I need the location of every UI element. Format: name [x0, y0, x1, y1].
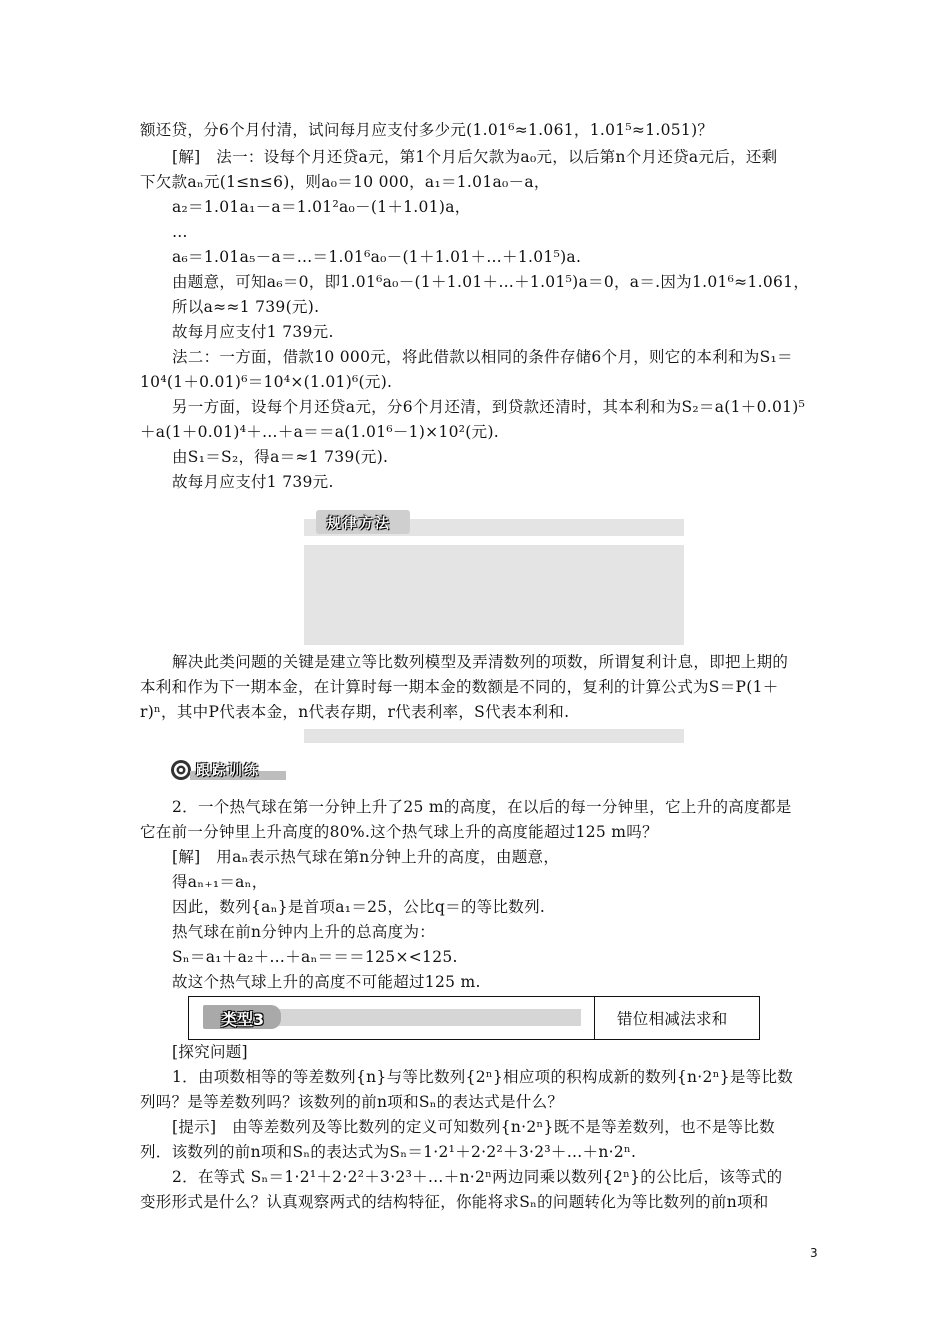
- formula-line: a₆＝1.01a₅－a＝…＝1.01⁶a₀－(1＋1.01＋…＋1.01⁵)a.: [172, 248, 582, 266]
- method-panel-top: [304, 545, 684, 645]
- training-banner-title: 跟踪训练: [196, 763, 260, 779]
- target-icon: [170, 759, 192, 781]
- text-line: 故每月应支付1 739元.: [172, 473, 334, 491]
- ellipsis-line: …: [172, 223, 188, 241]
- question-line: 列吗？是等差数列吗？该数列的前n项和Sₙ的表达式是什么？: [140, 1093, 564, 1111]
- exercise-line: 它在前一分钟里上升高度的80%.这个热气球上升的高度能超过125 m吗？: [140, 823, 658, 841]
- text-line: 下欠款aₙ元(1≤n≤6)，则a₀＝10 000，a₁＝1.01a₀－a，: [140, 173, 550, 191]
- solution-line: [解] 用aₙ表示热气球在第n分钟上升的高度，由题意，: [172, 848, 560, 866]
- type-title: 错位相减法求和: [617, 1010, 728, 1028]
- text-line: 由题意，可知a₆＝0，即1.01⁶a₀－(1＋1.01＋…＋1.01⁵)a＝0，a＝.因为1.01⁶≈1.061，: [172, 273, 810, 291]
- text-line: 另一方面，设每个月还贷a元，分6个月还清，到贷款还清时，其本利和为S₂＝a(1＋0.01)⁵: [172, 398, 806, 416]
- question-line: 2．在等式 Sₙ＝1·2¹＋2·2²＋3·2³＋…＋n·2ⁿ两边同乘以数列{2ⁿ}的公比后，该等式的: [172, 1168, 783, 1186]
- formula-line: a₂＝1.01a₁－a＝1.01²a₀－(1＋1.01)a，: [172, 198, 471, 216]
- text-line: 所以a≈≈1 739(元).: [172, 298, 320, 316]
- method-panel-bottom: [304, 729, 684, 743]
- section-heading: [探究问题]: [172, 1043, 248, 1061]
- page-number: 3: [810, 1246, 818, 1260]
- formula-line: ＋a(1＋0.01)⁴＋…＋a＝＝a(1.01⁶－1)×10²(元).: [140, 423, 500, 441]
- text-line: 故每月应支付1 739元.: [172, 323, 334, 341]
- exercise-line: 2．一个热气球在第一分钟上升了25 m的高度，在以后的每一分钟里，它上升的高度都是: [172, 798, 792, 816]
- method-line: r)ⁿ，其中P代表本金，n代表存期，r代表利率，S代表本利和.: [140, 703, 570, 721]
- question-line: 变形形式是什么？认真观察两式的结构特征，你能将求Sₙ的问题转化为等比数列的前n项和: [140, 1193, 769, 1211]
- type-box-divider: [594, 997, 595, 1039]
- method-line: 解决此类问题的关键是建立等比数列模型及弄清数列的项数，所谓复利计息，即把上期的: [172, 653, 789, 671]
- text-line: 由S₁＝S₂，得a＝≈1 739(元).: [172, 448, 389, 466]
- solution-line: 热气球在前n分钟内上升的总高度为：: [172, 923, 436, 941]
- hint-line: [提示] 由等差数列及等比数列的定义可知数列{n·2ⁿ}既不是等差数列，也不是等比数: [172, 1118, 775, 1136]
- type-box: [188, 996, 760, 1040]
- question-line: 1．由项数相等的等差数列{n}与等比数列{2ⁿ}相应项的积构成新的数列{n·2ⁿ}是等比数: [172, 1068, 794, 1086]
- solution-line: 因此，数列{aₙ}是首项a₁＝25，公比q＝的等比数列.: [172, 898, 546, 916]
- text-line: [解] 法一：设每个月还贷a元，第1个月后欠款为a₀元，以后第n个月还贷a元后，还剩: [172, 148, 778, 166]
- formula-line: Sₙ＝a₁＋a₂＋…＋aₙ＝＝＝125×<125.: [172, 948, 458, 966]
- text-line: 额还贷，分6个月付清，试问每月应支付多少元(1.01⁶≈1.061，1.01⁵≈1.051)？: [140, 121, 714, 139]
- method-banner-title: 规律方法: [327, 516, 391, 532]
- method-line: 本利和作为下一期本金，在计算时每一期本金的数额是不同的，复利的计算公式为S＝P(1＋: [140, 678, 779, 696]
- text-line: 法二：一方面，借款10 000元，将此借款以相同的条件存储6个月，则它的本利和为S₁＝: [172, 348, 793, 366]
- formula-line: 10⁴(1＋0.01)⁶＝10⁴×(1.01)⁶(元).: [140, 373, 393, 391]
- type-tag: 类型3: [221, 1010, 265, 1029]
- hint-line: 列．该数列的前n项和Sₙ的表达式为Sₙ＝1·2¹＋2·2²＋3·2³＋…＋n·2ⁿ.: [140, 1143, 637, 1161]
- solution-line: 故这个热气球上升的高度不可能超过125 m.: [172, 973, 481, 991]
- solution-line: 得aₙ₊₁＝aₙ，: [172, 873, 268, 891]
